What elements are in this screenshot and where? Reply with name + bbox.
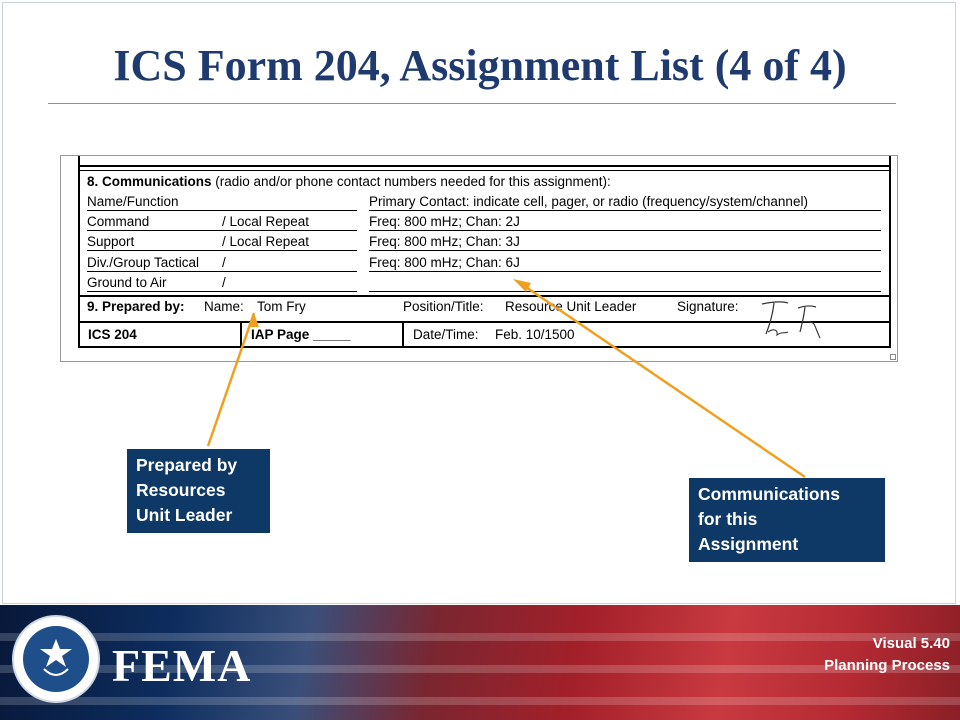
col-primary-contact-header: Primary Contact: indicate cell, pager, or radio (frequency/system/channel) — [369, 194, 808, 209]
callout-line: Resources — [136, 480, 226, 500]
form-id: ICS 204 — [88, 327, 137, 342]
comm-row-mode: / — [222, 255, 226, 270]
prepared-name-value: Tom Fry — [257, 299, 306, 314]
datetime-label: Date/Time: — [413, 327, 479, 342]
arrow-communications — [520, 283, 805, 477]
section9-label: 9. Prepared by: — [87, 299, 185, 314]
flag-stripe — [0, 697, 960, 705]
callout-line: Prepared by — [136, 455, 238, 475]
comm-row-contact: Freq: 800 mHz; Chan: 6J — [369, 255, 520, 270]
section8-heading: 8. Communications (radio and/or phone contact numbers needed for this assignment): — [87, 174, 611, 189]
comm-row-contact: Freq: 800 mHz; Chan: 3J — [369, 234, 520, 249]
visual-number: Visual 5.40 — [872, 635, 950, 652]
fema-logo: FEMA — [112, 640, 252, 691]
comm-row-contact: Freq: 800 mHz; Chan: 2J — [369, 214, 520, 229]
page-title: ICS Form 204, Assignment List (4 of 4) — [113, 41, 847, 90]
position-title-value: Resource Unit Leader — [505, 299, 637, 314]
callout-line: Assignment — [698, 534, 799, 554]
module-name: Planning Process — [824, 657, 950, 674]
comm-row-name: Command — [87, 214, 150, 229]
callout-communications — [689, 478, 885, 562]
callout-line: for this — [698, 509, 758, 529]
position-title-label: Position/Title: — [403, 299, 484, 314]
comm-row-name: Div./Group Tactical — [87, 255, 200, 270]
datetime-value: Feb. 10/1500 — [495, 327, 575, 342]
comm-row-mode: / Local Repeat — [222, 214, 310, 229]
callout-prepared-by — [127, 449, 270, 533]
footer-banner — [0, 605, 960, 720]
col-name-function-header: Name/Function — [87, 194, 179, 209]
comm-row-mode: / Local Repeat — [222, 234, 310, 249]
callout-line: Unit Leader — [136, 505, 233, 525]
comm-row-name: Ground to Air — [87, 275, 167, 290]
comm-row-mode: / — [222, 275, 226, 290]
prepared-name-label: Name: — [204, 299, 244, 314]
iap-page: IAP Page _____ — [251, 327, 351, 342]
comm-row-name: Support — [87, 234, 135, 249]
dhs-seal-icon — [12, 615, 100, 703]
arrowhead-icon — [248, 313, 259, 327]
signature-label: Signature: — [677, 299, 739, 314]
arrow-prepared-by — [208, 313, 254, 446]
callout-line: Communications — [698, 484, 840, 504]
visual-info — [824, 633, 950, 677]
